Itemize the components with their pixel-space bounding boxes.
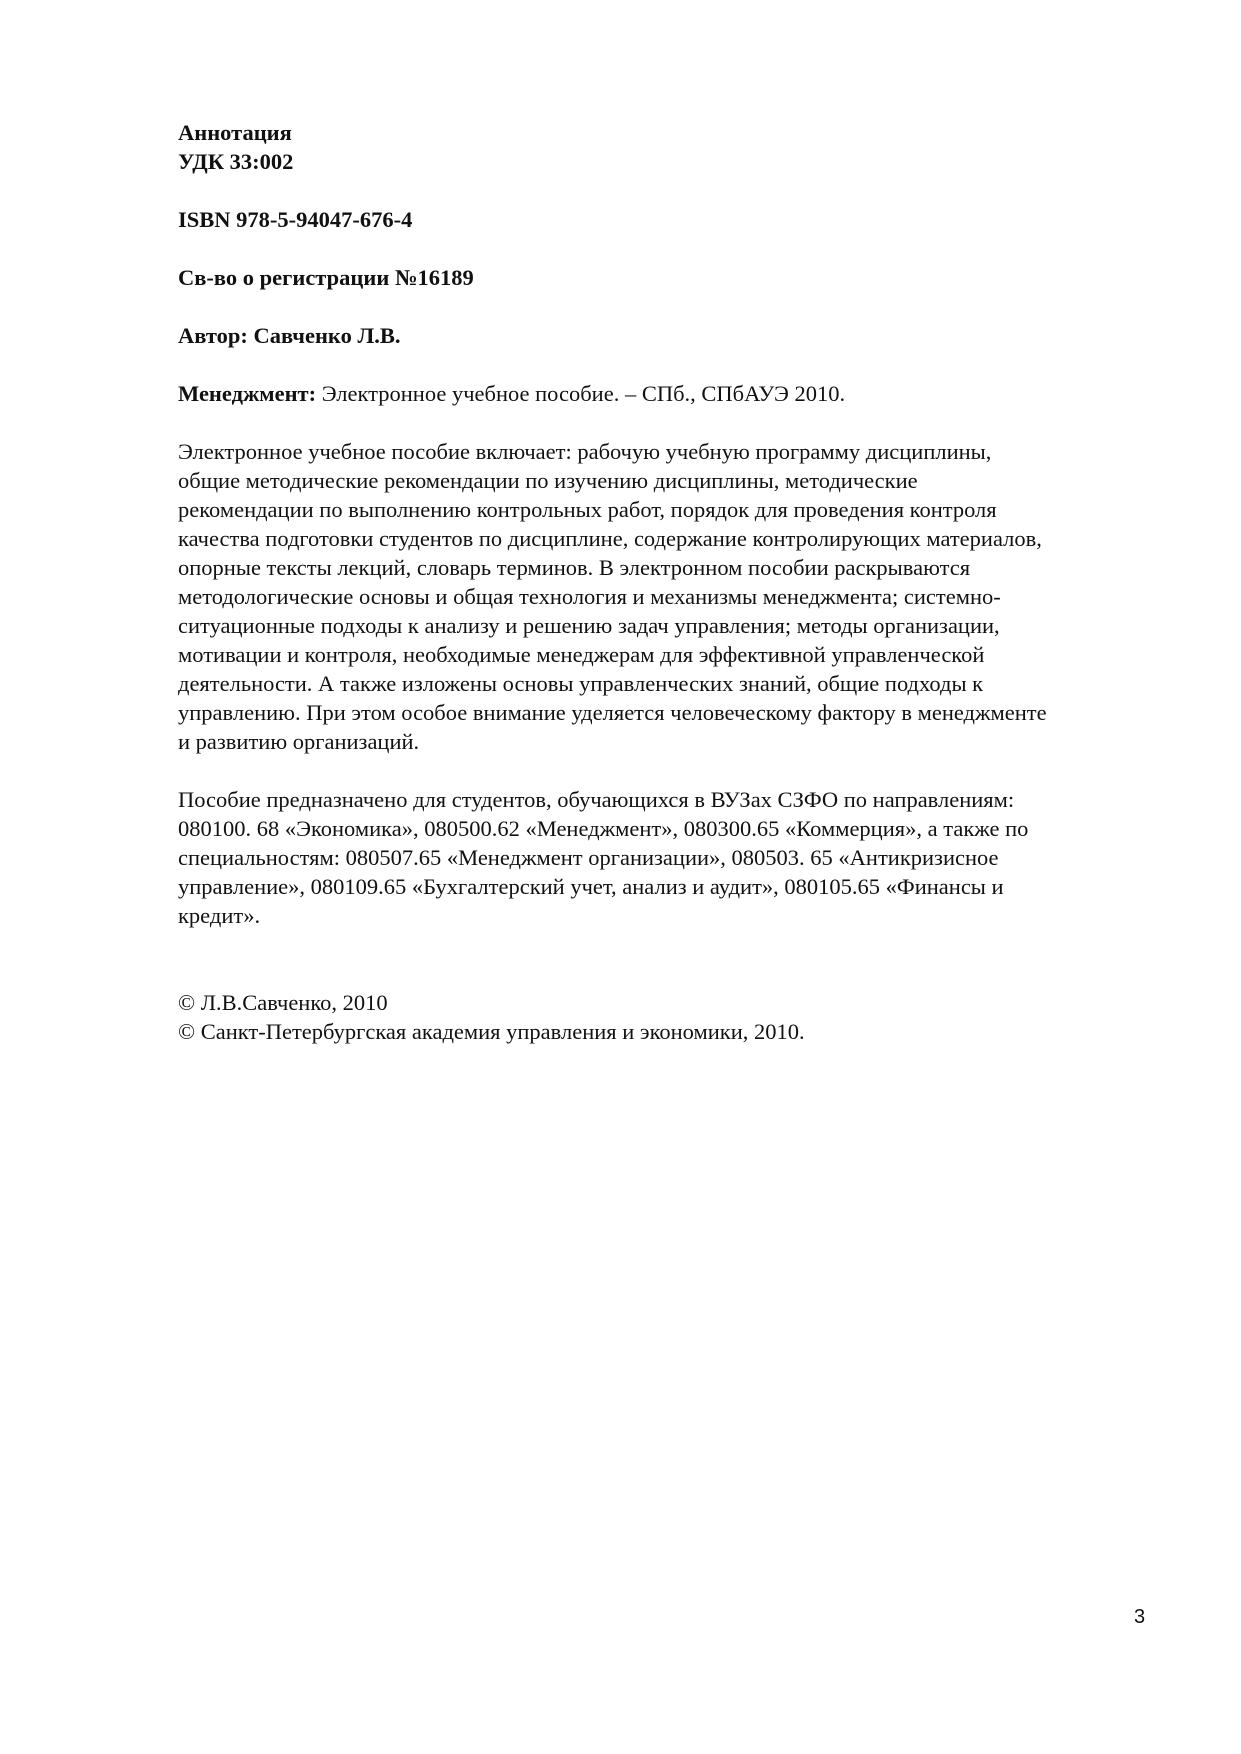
page-number: 3 (1134, 1606, 1146, 1628)
spacer (178, 930, 1168, 988)
isbn: ISBN 978-5-94047-676-4 (178, 207, 413, 232)
description-line: Электронное учебное пособие включает: рабочую учебную программу дисциплины, (178, 439, 992, 464)
spacer (178, 234, 1168, 263)
author-line: Автор: Савченко Л.В. (178, 323, 401, 348)
copyright-academy: © Санкт-Петербургская академия управления и экономики, 2010. (178, 1019, 805, 1044)
description-line: ситуационные подходы к анализу и решению задач управления; методы организации, (178, 613, 1000, 638)
audience-line: управление», 080109.65 «Бухгалтерский учет, анализ и аудит», 080105.65 «Финансы и (178, 874, 1004, 899)
page-content (178, 118, 1168, 1046)
header-block (178, 118, 1168, 176)
description-line: рекомендации по выполнению контрольных работ, порядок для проведения контроля (178, 497, 997, 522)
description-line: мотивации и контроля, необходимые менеджерам для эффективной управленческой (178, 642, 985, 667)
description-line: управлению. При этом особое внимание уделяется человеческому фактору в менеджменте (178, 700, 1047, 725)
citation-label: Менеджмент: (178, 381, 317, 406)
description-line: общие методические рекомендации по изучению дисциплины, методические (178, 468, 918, 493)
audience-line: кредит». (178, 903, 261, 928)
description-line: качества подготовки студентов по дисциплине, содержание контролирующих материалов, (178, 526, 1042, 551)
citation-text: Электронное учебное пособие. – СПб., СПбАУЭ 2010. (316, 381, 846, 406)
description-line: деятельности. А также изложены основы управленческих знаний, общие подходы к (178, 671, 984, 696)
description-line: и развитию организаций. (178, 729, 420, 754)
copyright-author: © Л.В.Савченко, 2010 (178, 990, 388, 1015)
registration-certificate: Св-во о регистрации №16189 (178, 265, 474, 290)
spacer (178, 292, 1168, 321)
copyright-block (178, 988, 1168, 1046)
audience-line: 080100. 68 «Экономика», 080500.62 «Менеджмент», 080300.65 «Коммерция», а также по (178, 816, 1029, 841)
audience-line: специальностям: 080507.65 «Менеджмент организации», 080503. 65 «Антикризисное (178, 845, 999, 870)
description-line: опорные тексты лекций, словарь терминов. В электронном пособии раскрываются (178, 555, 971, 580)
spacer (178, 176, 1168, 205)
spacer (178, 350, 1168, 379)
spacer (178, 408, 1168, 437)
spacer (178, 756, 1168, 785)
citation-line (178, 379, 1168, 408)
annotation-heading: Аннотация (178, 120, 292, 145)
audience-line: Пособие предназначено для студентов, обучающихся в ВУЗах СЗФО по направлениям: (178, 787, 1015, 812)
description-line: методологические основы и общая технология и механизмы менеджмента; системно- (178, 584, 1001, 609)
audience-paragraph (178, 785, 1168, 930)
description-paragraph (178, 437, 1168, 756)
udk-code: УДК 33:002 (178, 149, 294, 174)
